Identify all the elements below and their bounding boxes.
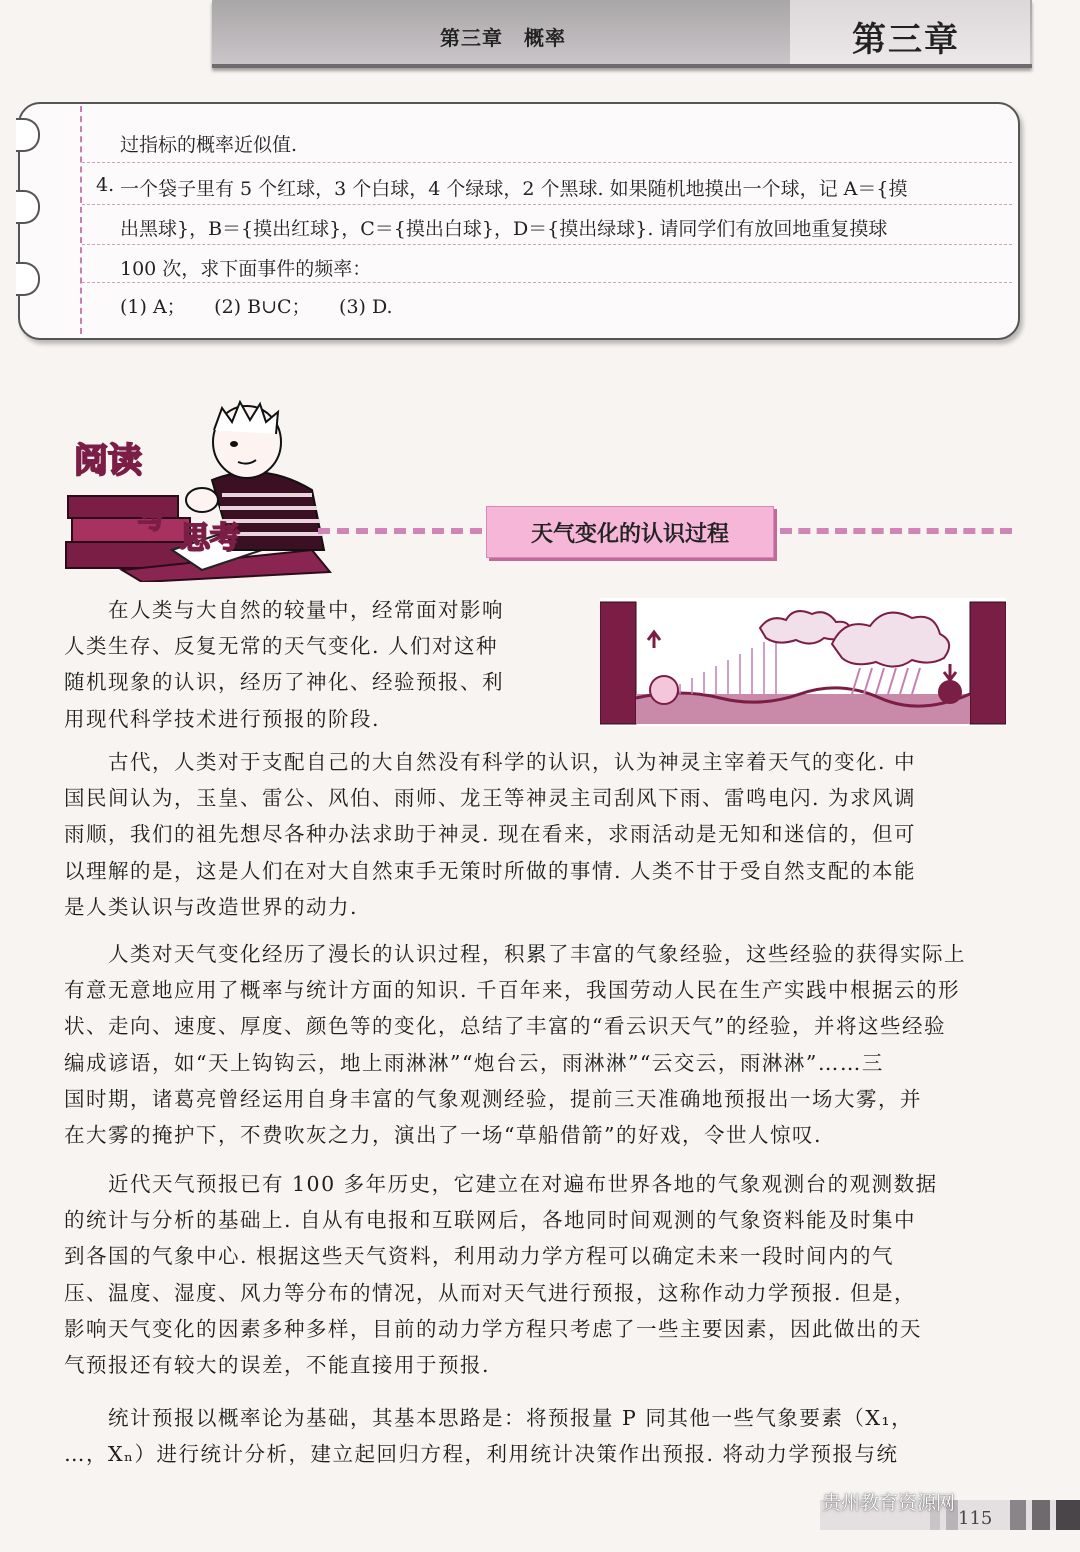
paragraph bbox=[64, 1166, 938, 1383]
text-line: 随机现象的认识，经历了神化、经验预报、利 bbox=[64, 670, 504, 695]
divider bbox=[82, 244, 1012, 245]
text-line: 国时期，诸葛亮曾经运用自身丰富的气象观测经验，提前三天准确地预报出一场大雾，并 bbox=[64, 1086, 922, 1111]
exercise-line: (1) A； (2) B∪C； (3) D. bbox=[120, 296, 393, 318]
watermark: 贵州教育资源网 bbox=[822, 1492, 956, 1514]
decorative-dash-line bbox=[318, 528, 482, 534]
text-line: 国民间认为，玉皇、雷公、风伯、雨师、龙王等神灵主司刮风下雨、雷鸣电闪. 为求风调 bbox=[64, 786, 917, 811]
text-line: 影响天气变化的因素多种多样，目前的动力学方程只考虑了一些主要因素，因此做出的天 bbox=[64, 1316, 922, 1341]
chapter-label: 第三章 bbox=[852, 20, 960, 60]
text-line: 统计预报以概率论为基础，其基本思路是：将预报量 P 同其他一些气象要素（X₁， bbox=[64, 1406, 914, 1430]
text-line: 到各国的气象中心. 根据这些天气资料，利用动力学方程可以确定未来一段时间内的气 bbox=[64, 1244, 895, 1269]
exercise-line: 一个袋子里有 5 个红球，3 个白球，4 个绿球，2 个黑球. 如果随机地摸出一个球，记 A＝{摸 bbox=[120, 178, 908, 200]
paragraph bbox=[64, 592, 504, 737]
running-title: 第三章 概率 bbox=[440, 26, 566, 50]
text-line: 近代天气预报已有 100 多年历史，它建立在对遍布世界各地的气象观测台的观测数据 bbox=[64, 1172, 938, 1196]
exercise-box bbox=[18, 102, 1020, 340]
text-line: 编成谚语，如“天上钩钩云，地上雨淋淋”“炮台云，雨淋淋”“云交云，雨淋淋”……三 bbox=[64, 1050, 884, 1075]
text-line: 的统计与分析的基础上. 自从有电报和互联网后，各地同时间观测的气象资料能及时集中 bbox=[64, 1208, 917, 1233]
badge-char: 阅读 bbox=[74, 441, 142, 481]
paragraph bbox=[64, 936, 966, 1153]
text-line: 雨顺，我们的祖先想尽各种办法求助于神灵. 现在看来，求雨活动是无知和迷信的，但可 bbox=[64, 822, 917, 847]
binder-ring-icon bbox=[16, 118, 40, 152]
text-line: 气预报还有较大的误差，不能直接用于预报. bbox=[64, 1353, 491, 1378]
section-title: 天气变化的认识过程 bbox=[530, 522, 729, 547]
text-line: 是人类认识与改造世界的动力. bbox=[64, 894, 359, 919]
text-line: 在人类与大自然的较量中，经常面对影响 bbox=[64, 598, 504, 622]
text-line: 状、走向、速度、厚度、颜色等的变化，总结了丰富的“看云识天气”的经验，并将这些经验 bbox=[64, 1014, 946, 1039]
text-line: 人类生存、反复无常的天气变化. 人们对这种 bbox=[64, 634, 499, 659]
text-line: 人类对天气变化经历了漫长的认识过程，积累了丰富的气象经验，这些经验的获得实际上 bbox=[64, 942, 966, 966]
paragraph bbox=[64, 744, 916, 925]
text-line: 有意无意地应用了概率与统计方面的知识. 千百年来，我国劳动人民在生产实践中根据云的形 bbox=[64, 978, 961, 1003]
text-line: 用现代科学技术进行预报的阶段. bbox=[64, 706, 381, 731]
badge-char: 与 bbox=[138, 505, 165, 535]
exercise-line: 100 次，求下面事件的频率： bbox=[120, 258, 372, 280]
page-number: 115 bbox=[958, 1508, 993, 1529]
binder-ring-icon bbox=[16, 262, 40, 296]
paragraph bbox=[64, 1400, 913, 1472]
exercise-number: 4. bbox=[96, 174, 115, 196]
exercise-line: 过指标的概率近似值. bbox=[120, 134, 298, 156]
divider bbox=[82, 282, 1012, 283]
text-line: 在大雾的掩护下，不费吹灰之力，演出了一场“草船借箭”的好戏，令世人惊叹. bbox=[64, 1123, 822, 1148]
exercise-line: 出黑球}，B＝{摸出红球}，C＝{摸出白球}，D＝{摸出绿球}. 请同学们有放回地重复摸球 bbox=[120, 218, 888, 240]
reading-badge-illustration bbox=[62, 400, 332, 582]
text-line: 以理解的是，这是人们在对大自然束手无策时所做的事情. 人类不甘于受自然支配的本能 bbox=[64, 858, 917, 883]
divider bbox=[82, 162, 1012, 163]
box-margin-line bbox=[80, 106, 82, 334]
text-line: 古代，人类对于支配自己的大自然没有科学的认识，认为神灵主宰着天气的变化. 中 bbox=[64, 750, 917, 774]
decorative-dash-line bbox=[780, 528, 1012, 534]
text-line: 压、温度、湿度、风力等分布的情况，从而对天气进行预报，这称作动力学预报. 但是， bbox=[64, 1280, 917, 1305]
section-title-banner bbox=[486, 506, 774, 558]
divider bbox=[82, 204, 1012, 205]
badge-char: 思考 bbox=[180, 521, 240, 556]
text-line: …，Xₙ）进行统计分析，建立起回归方程，利用统计决策作出预报. 将动力学预报与统 bbox=[64, 1442, 899, 1467]
weather-illustration bbox=[600, 598, 1006, 726]
binder-ring-icon bbox=[16, 190, 40, 224]
